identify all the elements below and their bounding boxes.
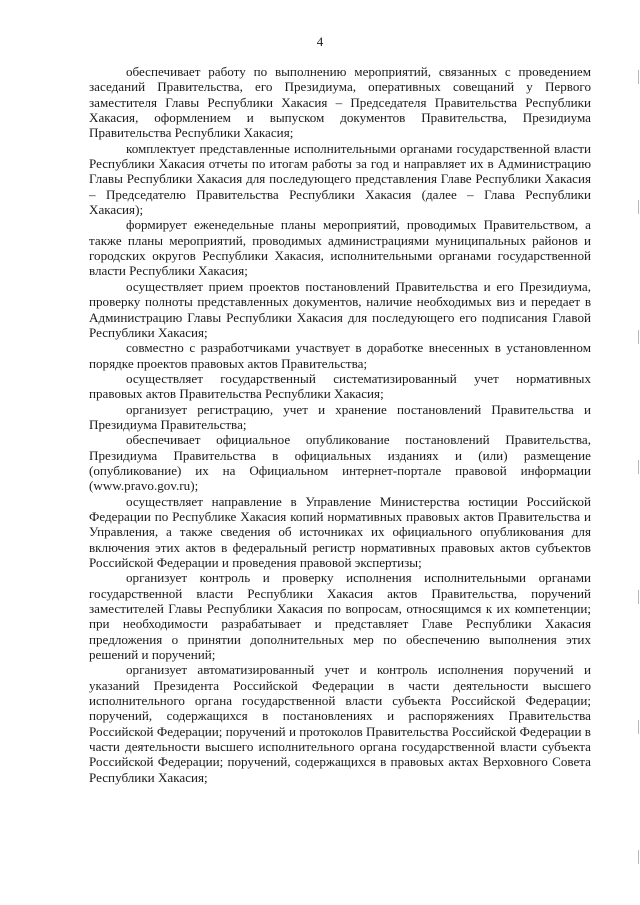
scan-mark [638,850,639,864]
scan-mark [638,720,639,734]
scan-mark [638,460,639,474]
paragraph: осуществляет прием проектов постановлений Правительства и его Президиума, проверку полноты представленных документов, наличие необходимых виз и передает в Администрацию Главы Республики Хакасия для последующего его подписания Главой Республики Хакасия; [89,278,591,340]
paragraph: совместно с разработчиками участвует в доработке внесенных в установленном порядке проектов правовых актов Правительства; [89,340,591,371]
scan-mark [638,590,639,604]
paragraph: организует контроль и проверку исполнения исполнительными органами государственной власти Республики Хакасия актов Правительства, поручений заместителей Главы Республики Хакасия по вопросам, относящимся к их компетенции; при необходимости разрабатывает и представляет Главе Республики Хакасия предложения о принятии дополнительных мер по обеспечению выполнения этих решений и поручений; [89,570,591,663]
document-body [89,64,591,785]
paragraph: формирует еженедельные планы мероприятий, проводимых Правительством, а также планы мероприятий, проводимых администрациями муниципальных районов и городских округов Республики Хакасия, исполнительными органами государственной власти Республики Хакасия; [89,217,591,279]
paragraph: осуществляет государственный систематизированный учет нормативных правовых актов Правительства Республики Хакасия; [89,370,591,402]
paragraph: комплектует представленные исполнительными органами государственной власти Республики Хакасия отчеты по итогам работы за год и направляет их в Администрацию Главы Республики Хакасия для последующего представления Главе Республики Хакасия – Председателю Правительства Республики Хакасия (далее – Глава Республики Хакасия); [89,140,591,218]
paragraph: обеспечивает официальное опубликование постановлений Правительства, Президиума Правительства в официальных изданиях и (или) размещение (опубликование) их на Официальном интернет-портале правовой информации (www.pravo.gov.ru); [89,432,591,494]
scan-mark [638,70,639,84]
scan-mark [638,330,639,344]
paragraph: организует автоматизированный учет и контроль исполнения поручений и указаний Президента Российской Федерации в части деятельности высшего исполнительного органа государственной власти субъекта Российской Федерации; поручений, содержащихся в постановлениях и распоряжениях Правительства Российской Федерации; поручений и протоколов Правительства Российской Федерации в части деятельности высшего исполнительного органа государственной власти субъекта Российской Федерации; поручений, содержащихся в правовых актах Верховного Совета Республики Хакасия; [89,662,591,785]
scan-edge-marks [636,0,640,905]
paragraph: осуществляет направление в Управление Министерства юстиции Российской Федерации по Республике Хакасия копий нормативных правовых актов Правительства и Управления, а также сведения об источниках их официального опубликования для включения этих актов в федеральный регистр нормативных правовых актов субъектов Российской Федерации и проведения правовой экспертизы; [89,493,591,570]
paragraph: организует регистрацию, учет и хранение постановлений Правительства и Президиума Правительства; [89,401,591,432]
page-number: 4 [316,34,324,49]
scan-mark [638,200,639,214]
paragraph: обеспечивает работу по выполнению мероприятий, связанных с проведением заседаний Правительства, его Президиума, оперативных совещаний у Первого заместителя Главы Республики Хакасия – Председателя Правительства Республики Хакасия, оформлением и выпуском документов Правительства, Президиума Правительства Республики Хакасия; [89,64,591,141]
